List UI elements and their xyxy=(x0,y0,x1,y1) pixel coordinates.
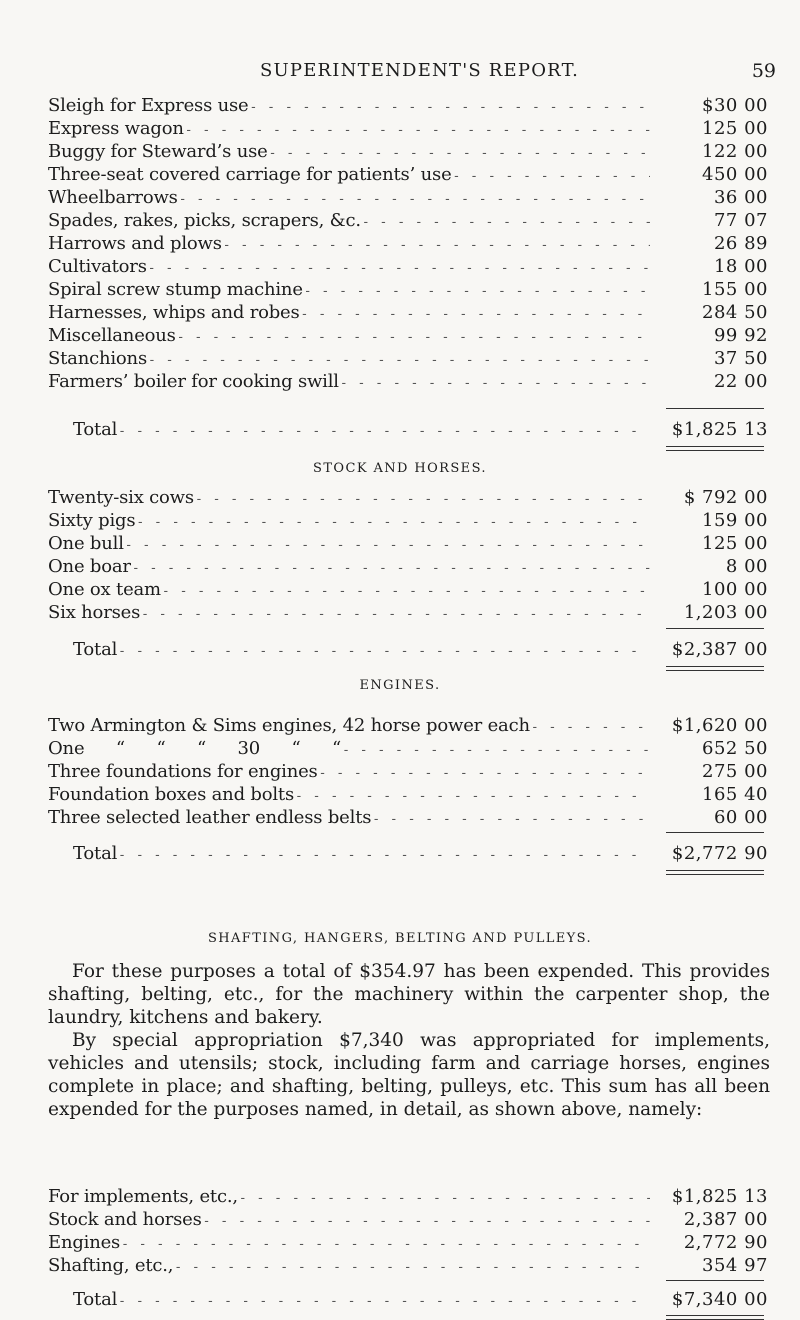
page-number: 59 xyxy=(751,60,776,82)
list-item: Six horses - - - 1,203 00 xyxy=(48,601,768,624)
engines-total: Total - - - $2,772 90 xyxy=(48,842,768,865)
list-item: Twenty-six cows - - - $ 792 00 xyxy=(48,486,768,509)
paragraph: By special appropriation $7,340 was appropriated for implements, vehicles and utensils; stock, including farm and carriage horses, engines complete in place; and shafting, belting, pulleys, etc. This sum has all been expended for the purposes named, in detail, as shown above, namely: xyxy=(48,1030,770,1120)
total-rule xyxy=(666,408,764,409)
double-rule xyxy=(666,446,764,451)
stock-list xyxy=(48,486,768,660)
summary-total: Total - - - $7,340 00 xyxy=(48,1288,768,1311)
stock-total: Total - - - $2,387 00 xyxy=(48,638,768,661)
total-rule xyxy=(666,1280,764,1281)
list-item: Cultivators - - - 18 00 xyxy=(48,255,768,278)
list-item: Miscellaneous - - - 99 92 xyxy=(48,324,768,347)
list-item: Shafting, etc., - - - 354 97 xyxy=(48,1254,768,1277)
list-item: One boar - - - 8 00 xyxy=(48,555,768,578)
list-item: Stanchions - - - 37 50 xyxy=(48,347,768,370)
list-item: Spades, rakes, picks, scrapers, &c. - - - 77 07 xyxy=(48,209,768,232)
double-rule xyxy=(666,1315,764,1320)
total-rule xyxy=(666,832,764,833)
list-item: One ox team - - - 100 00 xyxy=(48,578,768,601)
list-item: Three-seat covered carriage for patients’ use - - - 450 00 xyxy=(48,163,768,186)
list-item: Foundation boxes and bolts - - - 165 40 xyxy=(48,783,768,806)
list-item: Harrows and plows - - - 26 89 xyxy=(48,232,768,255)
list-item: Spiral screw stump machine - - - 155 00 xyxy=(48,278,768,301)
list-item: One bull - - - 125 00 xyxy=(48,532,768,555)
engines-list xyxy=(48,714,768,864)
paragraph: For these purposes a total of $354.97 has been expended. This provides shafting, belting, etc., for the machinery within the carpenter shop, the laundry, kitchens and bakery. xyxy=(48,961,770,1028)
engines-heading: ENGINES. xyxy=(359,678,441,693)
double-rule xyxy=(666,666,764,671)
double-rule xyxy=(666,870,764,875)
page-header xyxy=(60,60,776,86)
list-item: Farmers’ boiler for cooking swill - - - 22 00 xyxy=(48,370,768,393)
list-item: Three foundations for engines - - - 275 00 xyxy=(48,760,768,783)
shafting-text xyxy=(48,960,770,1121)
list-item: One “ “ “ 30 “ “ - - - 652 50 xyxy=(48,737,768,760)
implements-list xyxy=(48,94,768,440)
list-item: Harnesses, whips and robes - - - 284 50 xyxy=(48,301,768,324)
list-item: Three selected leather endless belts - - - 60 00 xyxy=(48,806,768,829)
list-item: Sleigh for Express use - - - $30 00 xyxy=(48,94,768,117)
shafting-heading: SHAFTING, HANGERS, BELTING AND PULLEYS. xyxy=(207,931,593,946)
list-item: Engines - - - 2,772 90 xyxy=(48,1231,768,1254)
implements-total: Total - - - $1,825 13 xyxy=(48,418,768,441)
list-item: Wheelbarrows - - - 36 00 xyxy=(48,186,768,209)
list-item: Sixty pigs - - - 159 00 xyxy=(48,509,768,532)
list-item: Buggy for Steward’s use - - - 122 00 xyxy=(48,140,768,163)
list-item: Two Armington & Sims engines, 42 horse power each - - - $1,620 00 xyxy=(48,714,768,737)
total-rule xyxy=(666,628,764,629)
list-item: Stock and horses - - - 2,387 00 xyxy=(48,1208,768,1231)
running-title: SUPERINTENDENT'S REPORT. xyxy=(260,60,580,81)
list-item: Express wagon - - - 125 00 xyxy=(48,117,768,140)
list-item: For implements, etc., - - - $1,825 13 xyxy=(48,1185,768,1208)
summary-list xyxy=(48,1185,768,1310)
stock-heading: STOCK AND HORSES. xyxy=(313,461,487,476)
